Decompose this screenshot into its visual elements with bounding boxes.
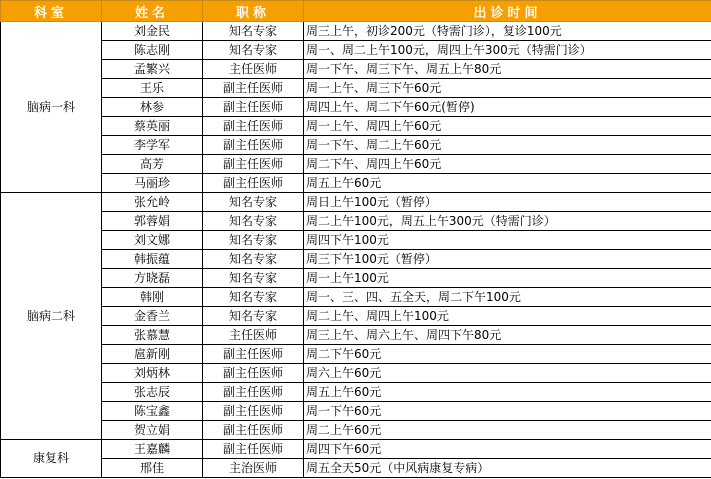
table-row	[1, 193, 711, 212]
doctor-name-cell: 张慕慧	[102, 326, 203, 345]
table-row	[1, 326, 711, 345]
table-row	[1, 421, 711, 440]
doctor-title-cell: 副主任医师	[203, 136, 304, 155]
doctor-name-cell: 李学军	[102, 136, 203, 155]
header-dept: 科室	[1, 1, 102, 22]
table-row	[1, 269, 711, 288]
clinic-time-cell: 周二上午60元	[304, 421, 711, 440]
clinic-time-cell: 周四上午、周二下午60元(暂停)	[304, 98, 711, 117]
doctor-title-cell: 主任医师	[203, 60, 304, 79]
clinic-time-cell: 周一上午100元	[304, 269, 711, 288]
department-cell: 康复科	[1, 440, 102, 478]
doctor-name-cell: 张志辰	[102, 383, 203, 402]
doctor-name-cell: 王乐	[102, 79, 203, 98]
department-cell: 脑病一科	[1, 22, 102, 193]
clinic-time-cell: 周三上午，初诊200元（特需门诊），复诊100元	[304, 22, 711, 41]
table-row	[1, 117, 711, 136]
doctor-name-cell: 蔡英丽	[102, 117, 203, 136]
doctor-name-cell: 刘炳林	[102, 364, 203, 383]
clinic-time-cell: 周一、三、四、五全天，周二下午100元	[304, 288, 711, 307]
doctor-name-cell: 扈新刚	[102, 345, 203, 364]
clinic-time-cell: 周一、周二上午100元，周四上午300元（特需门诊）	[304, 41, 711, 60]
table-row	[1, 79, 711, 98]
clinic-time-cell: 周二下午、周四上午60元	[304, 155, 711, 174]
doctor-title-cell: 副主任医师	[203, 364, 304, 383]
table-row	[1, 174, 711, 193]
clinic-time-cell: 周一下午60元	[304, 402, 711, 421]
doctor-name-cell: 郭蓉娟	[102, 212, 203, 231]
doctor-title-cell: 知名专家	[203, 193, 304, 212]
doctor-title-cell: 知名专家	[203, 269, 304, 288]
doctor-name-cell: 韩刚	[102, 288, 203, 307]
clinic-time-cell: 周四下午100元	[304, 231, 711, 250]
doctor-title-cell: 知名专家	[203, 307, 304, 326]
doctor-title-cell: 知名专家	[203, 41, 304, 60]
doctor-title-cell: 主任医师	[203, 326, 304, 345]
clinic-time-cell: 周一下午、周三下午、周五上午80元	[304, 60, 711, 79]
clinic-time-cell: 周一上午、周四上午60元	[304, 117, 711, 136]
table-row	[1, 383, 711, 402]
table-row	[1, 98, 711, 117]
doctor-name-cell: 陈宝鑫	[102, 402, 203, 421]
header-row	[1, 1, 711, 22]
doctor-name-cell: 马丽珍	[102, 174, 203, 193]
table-row	[1, 288, 711, 307]
table-row	[1, 364, 711, 383]
doctor-name-cell: 刘金民	[102, 22, 203, 41]
doctor-title-cell: 副主任医师	[203, 79, 304, 98]
doctor-title-cell: 知名专家	[203, 231, 304, 250]
doctor-name-cell: 高芳	[102, 155, 203, 174]
doctor-title-cell: 副主任医师	[203, 117, 304, 136]
doctor-name-cell: 张允岭	[102, 193, 203, 212]
table-row	[1, 440, 711, 459]
doctor-name-cell: 刘文娜	[102, 231, 203, 250]
doctor-name-cell: 邢佳	[102, 459, 203, 478]
clinic-time-cell: 周四下午60元	[304, 440, 711, 459]
table-row	[1, 41, 711, 60]
clinic-time-cell: 周五上午60元	[304, 174, 711, 193]
table-row	[1, 22, 711, 41]
table-row	[1, 307, 711, 326]
table-row	[1, 212, 711, 231]
doctor-name-cell: 方晓磊	[102, 269, 203, 288]
header-name: 姓名	[102, 1, 203, 22]
doctor-title-cell: 副主任医师	[203, 174, 304, 193]
table-row	[1, 345, 711, 364]
header-time: 出诊时间	[304, 1, 711, 22]
doctor-name-cell: 贺立娟	[102, 421, 203, 440]
table-row	[1, 402, 711, 421]
clinic-time-cell: 周三下午100元（暂停）	[304, 250, 711, 269]
table-row	[1, 231, 711, 250]
clinic-time-cell: 周一上午、周三下午60元	[304, 79, 711, 98]
clinic-time-cell: 周六上午60元	[304, 364, 711, 383]
doctor-title-cell: 知名专家	[203, 22, 304, 41]
schedule-body	[1, 22, 711, 478]
doctor-title-cell: 知名专家	[203, 212, 304, 231]
table-row	[1, 60, 711, 79]
doctor-title-cell: 知名专家	[203, 288, 304, 307]
table-row	[1, 250, 711, 269]
doctor-title-cell: 主治医师	[203, 459, 304, 478]
doctor-title-cell: 副主任医师	[203, 402, 304, 421]
doctor-name-cell: 孟繁兴	[102, 60, 203, 79]
doctor-title-cell: 副主任医师	[203, 421, 304, 440]
clinic-time-cell: 周五上午60元	[304, 383, 711, 402]
department-cell: 脑病二科	[1, 193, 102, 440]
doctor-title-cell: 副主任医师	[203, 383, 304, 402]
table-row	[1, 136, 711, 155]
doctor-name-cell: 王嘉麟	[102, 440, 203, 459]
doctor-title-cell: 副主任医师	[203, 155, 304, 174]
clinic-time-cell: 周五全天50元（中风病康复专病）	[304, 459, 711, 478]
clinic-time-cell: 周二下午60元	[304, 345, 711, 364]
doctor-title-cell: 副主任医师	[203, 345, 304, 364]
table-row	[1, 459, 711, 478]
doctor-title-cell: 副主任医师	[203, 98, 304, 117]
clinic-time-cell: 周二上午100元，周五上午300元（特需门诊）	[304, 212, 711, 231]
clinic-time-cell: 周二上午、周四上午100元	[304, 307, 711, 326]
table-row	[1, 155, 711, 174]
doctor-name-cell: 韩振蕴	[102, 250, 203, 269]
clinic-time-cell: 周一下午、周二上午60元	[304, 136, 711, 155]
doctor-title-cell: 知名专家	[203, 250, 304, 269]
clinic-time-cell: 周三上午、周六上午、周四下午80元	[304, 326, 711, 345]
doctor-title-cell: 副主任医师	[203, 440, 304, 459]
header-title: 职称	[203, 1, 304, 22]
doctor-name-cell: 金香兰	[102, 307, 203, 326]
doctor-name-cell: 陈志刚	[102, 41, 203, 60]
doctor-name-cell: 林参	[102, 98, 203, 117]
clinic-time-cell: 周日上午100元（暂停）	[304, 193, 711, 212]
